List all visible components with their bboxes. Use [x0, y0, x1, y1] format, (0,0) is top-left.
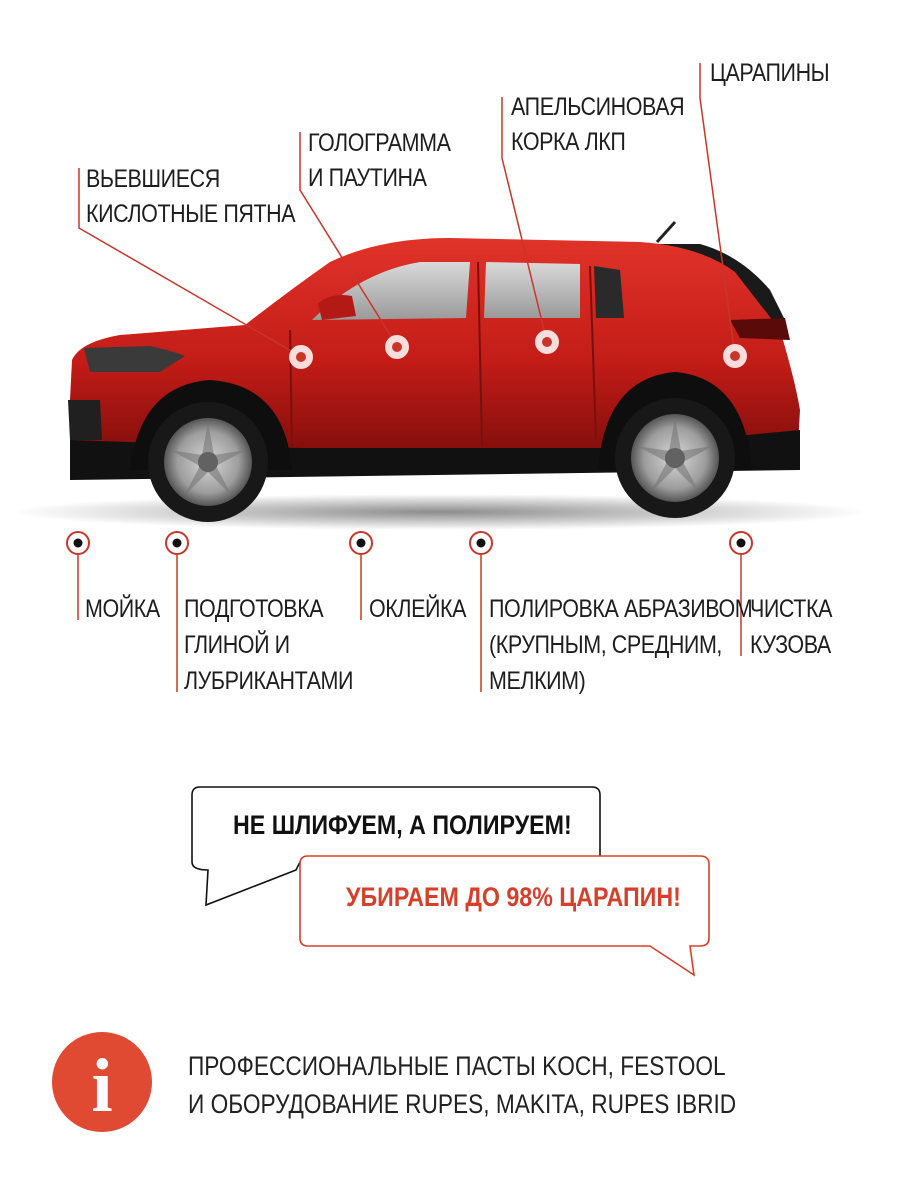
step-label-line: КУЗОВА [750, 631, 831, 659]
defect-label-line: ЦАРАПИНЫ [710, 59, 830, 87]
bubble-subheadline: УБИРАЕМ ДО 98% ЦАРАПИН! [346, 882, 681, 912]
step-label-line: ПОДГОТОВКА [184, 595, 324, 623]
info-line: ПРОФЕССИОНАЛЬНЫЕ ПАСТЫ KOCH, FESTOOL [188, 1051, 726, 1081]
defect-label-line: И ПАУТИНА [308, 164, 427, 192]
step-label-line: (КРУПНЫМ, СРЕДНИМ, [489, 631, 722, 659]
info-line: И ОБОРУДОВАНИЕ RUPES, MAKITA, RUPES IBRID [188, 1089, 737, 1119]
defect-label-line: КОРКА ЛКП [511, 128, 626, 156]
step-label-line: МЕЛКИМ) [489, 667, 586, 695]
step-label-line: ЛУБРИКАНТАМИ [184, 667, 354, 695]
info-icon-letter: i [91, 1044, 113, 1128]
step-label-line: ЧИСТКА [750, 595, 833, 623]
defect-label-line: ГОЛОГРАММА [308, 129, 451, 157]
step-label-line: ОКЛЕЙКА [369, 595, 467, 623]
defect-label-line: ВЬЕВШИЕСЯ [86, 165, 220, 193]
step-label-line: МОЙКА [85, 595, 160, 623]
info-icon [52, 1032, 152, 1132]
info-text [188, 1047, 736, 1123]
defect-label-line: КИСЛОТНЫЕ ПЯТНА [86, 200, 296, 228]
step-label-line: ГЛИНОЙ И [184, 631, 290, 659]
defect-label-line: АПЕЛЬСИНОВАЯ [511, 93, 685, 121]
bubble-headline: НЕ ШЛИФУЕМ, А ПОЛИРУЕМ! [233, 810, 572, 840]
step-label-line: ПОЛИРОВКА АБРАЗИВОМ [489, 595, 753, 623]
